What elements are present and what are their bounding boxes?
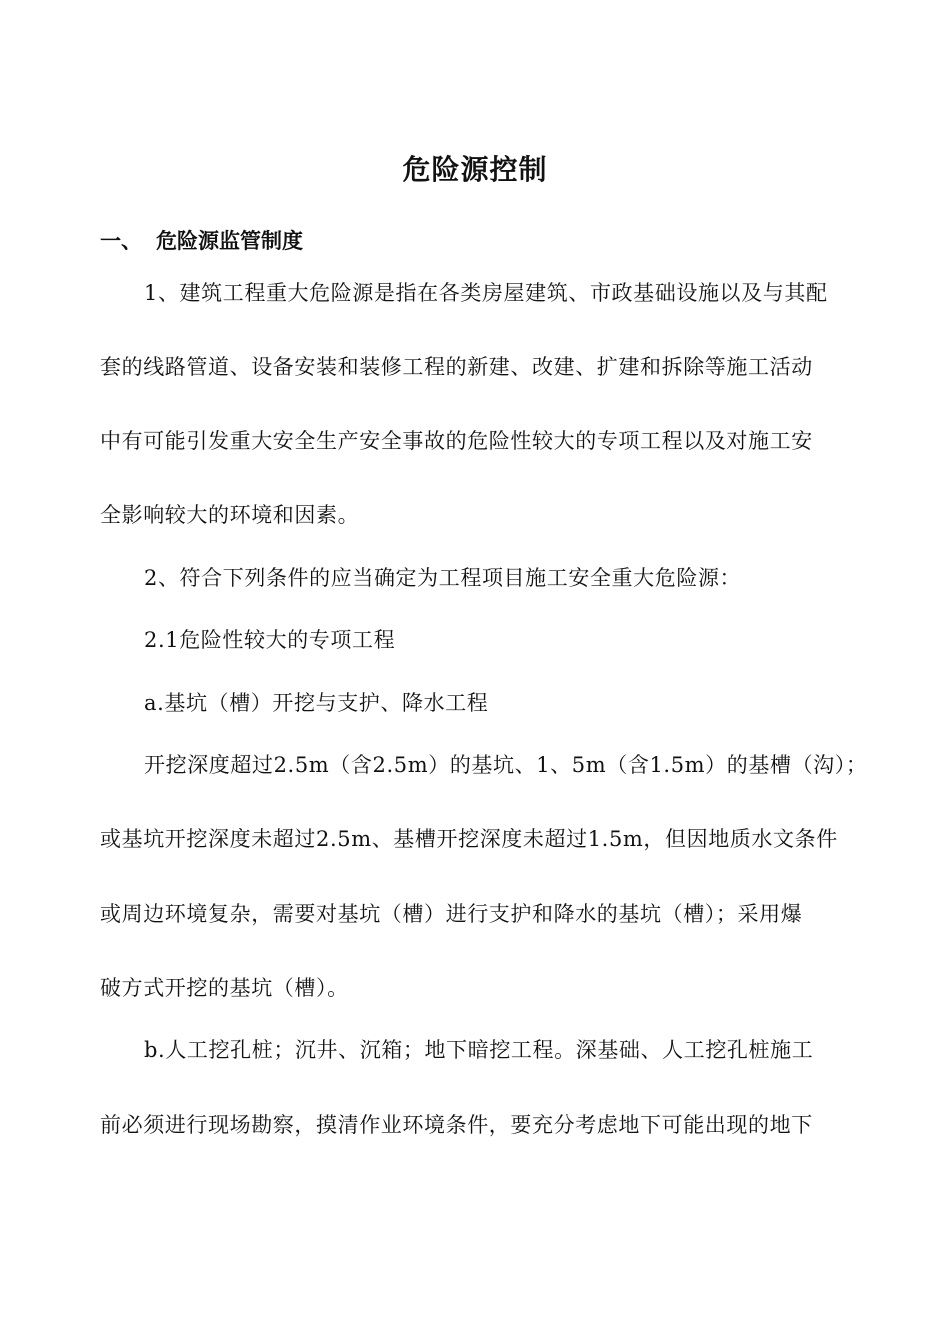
paragraph-line: 2、符合下列条件的应当确定为工程项目施工安全重大危险源： bbox=[144, 566, 742, 590]
section-title: 危险源监管制度 bbox=[156, 229, 303, 253]
paragraph-line: 1、建筑工程重大危险源是指在各类房屋建筑、市政基础设施以及与其配 bbox=[144, 281, 828, 305]
section-number: 一、 bbox=[100, 229, 142, 253]
paragraph-line: 前必须进行现场勘察，摸清作业环境条件，要充分考虑地下可能出现的地下 bbox=[100, 1113, 813, 1137]
section-heading bbox=[100, 226, 303, 256]
document-title: 危险源控制 bbox=[402, 153, 548, 186]
paragraph-line: 或基坑开挖深度未超过2.5m、基槽开挖深度未超过1.5m，但因地质水文条件 bbox=[100, 827, 838, 851]
paragraph-line: 开挖深度超过2.5m（含2.5m）的基坑、1、5m（含1.5m）的基槽（沟）； bbox=[144, 753, 868, 777]
paragraph-line: 2.1危险性较大的专项工程 bbox=[144, 628, 396, 652]
paragraph-line: b.人工挖孔桩；沉井、沉箱；地下暗挖工程。深基础、人工挖孔桩施工 bbox=[144, 1038, 814, 1062]
paragraph-line: 中有可能引发重大安全生产安全事故的危险性较大的专项工程以及对施工安 bbox=[100, 429, 813, 453]
paragraph-line: 破方式开挖的基坑（槽）。 bbox=[100, 976, 349, 1000]
paragraph-line: 套的线路管道、设备安装和装修工程的新建、改建、扩建和拆除等施工活动 bbox=[100, 355, 813, 379]
paragraph-line: 或周边环境复杂，需要对基坑（槽）进行支护和降水的基坑（槽）；采用爆 bbox=[100, 902, 803, 926]
paragraph-line: 全影响较大的环境和因素。 bbox=[100, 503, 360, 527]
paragraph-line: a.基坑（槽）开挖与支护、降水工程 bbox=[144, 691, 489, 715]
